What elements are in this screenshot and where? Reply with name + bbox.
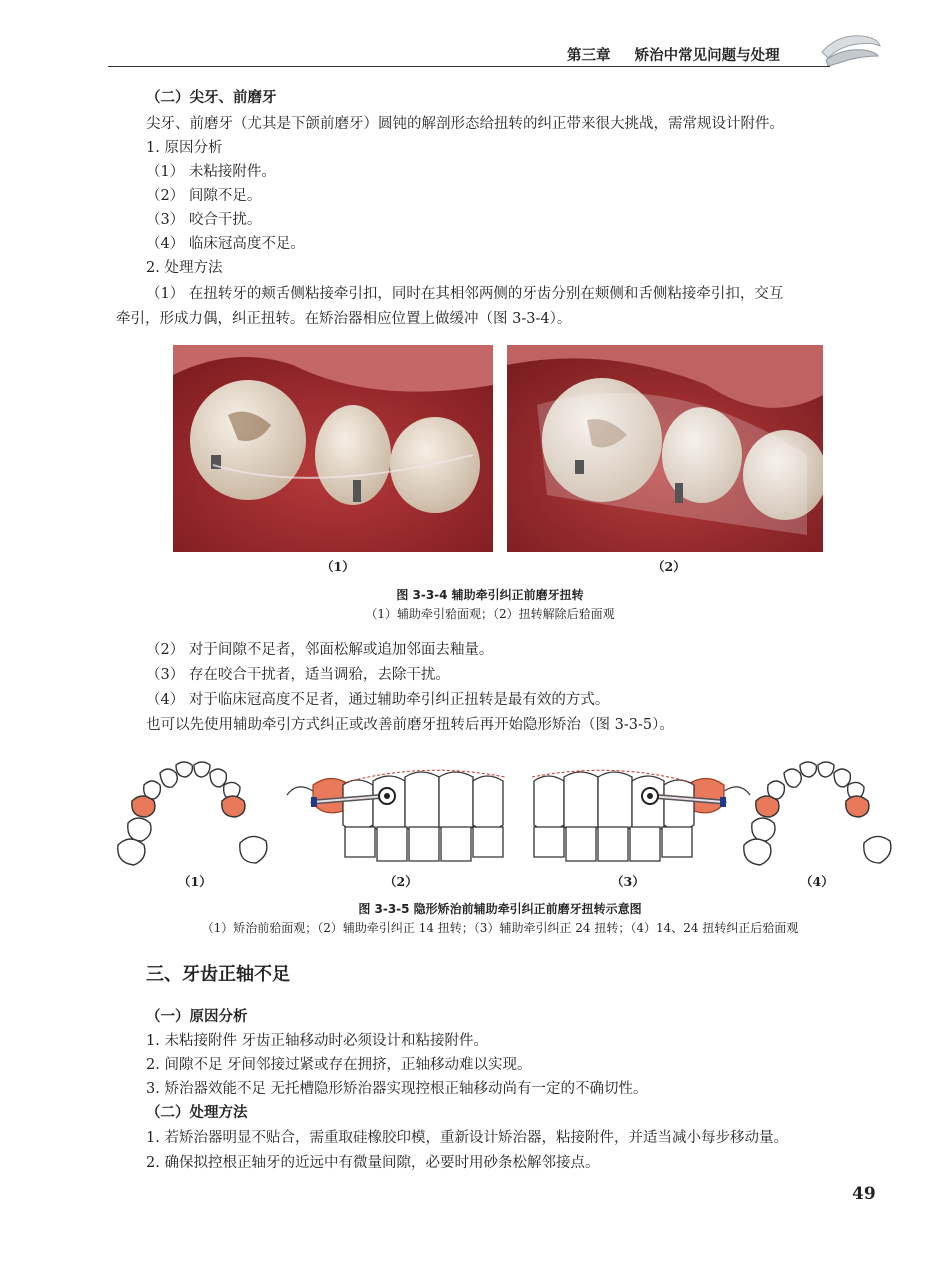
closing-paragraph: 也可以先使用辅助牵引方式纠正或改善前磨牙扭转后再开始隐形矫治（图 3-3-5）。 <box>146 717 674 733</box>
figure-caption-title: 图 3-3-4 辅助牵引纠正前磨牙扭转 <box>396 588 584 602</box>
method-title: 2. 处理方法 <box>146 260 223 276</box>
figure-label: （2） <box>384 874 418 889</box>
clinical-photo-2 <box>507 345 823 552</box>
figure-caption-subtitle: （1）辅助牵引𬌗面观；（2）扭转解除后𬌗面观 <box>365 607 615 621</box>
cause-title: 1. 原因分析 <box>146 140 223 156</box>
intro-paragraph: 尖牙、前磨牙（尤其是下颌前磨牙）圆钝的解剖形态给扭转的纠正带来很大挑战，需常规设计附件。 <box>146 116 784 132</box>
running-header <box>567 44 780 65</box>
chapter-label: 第三章 <box>567 48 611 64</box>
method-paragraph-line2: 牵引，形成力偶，纠正扭转。在矫治器相应位置上做缓冲（图 3-3-4）。 <box>116 311 572 327</box>
traction-diagram-24 <box>520 765 755 865</box>
method-item: （4） 对于临床冠高度不足者，通过辅助牵引纠正扭转是最有效的方式。 <box>146 692 610 708</box>
cause-item: （4） 临床冠高度不足。 <box>146 236 305 252</box>
figure-caption-title: 图 3-3-5 隐形矫治前辅助牵引纠正前磨牙扭转示意图 <box>358 902 642 916</box>
aligner-logo-icon <box>818 30 884 70</box>
figure-label: （1） <box>178 874 212 889</box>
figure-label: （3） <box>611 874 645 889</box>
subsection-heading: （一）原因分析 <box>146 1009 248 1025</box>
cause-item: 2. 间隙不足 牙间邻接过紧或存在拥挤，正轴移动难以实现。 <box>146 1057 532 1073</box>
cause-item: （3） 咬合干扰。 <box>146 212 262 228</box>
cause-item: （1） 未粘接附件。 <box>146 164 276 180</box>
method-paragraph-line1: （1） 在扭转牙的颊舌侧粘接牵引扣，同时在其相邻两侧的牙齿分别在颊侧和舌侧粘接牵引扣，交互 <box>146 286 784 302</box>
method-item: （3） 存在咬合干扰者，适当调𬌗，去除干扰。 <box>146 667 450 683</box>
method-item: （2） 对于间隙不足者，邻面松解或追加邻面去釉量。 <box>146 642 494 658</box>
traction-diagram-14 <box>283 765 518 865</box>
occlusal-diagram-before <box>110 755 270 867</box>
figure-label: （4） <box>800 874 834 889</box>
page-number: 49 <box>852 1184 876 1204</box>
figure-label: （1） <box>321 559 355 574</box>
cause-item: 3. 矫治器效能不足 无托槽隐形矫治器实现控根正轴移动尚有一定的不确切性。 <box>146 1081 648 1097</box>
clinical-photo-1 <box>173 345 493 552</box>
method-item: 2. 确保拟控根正轴牙的近远中有微量间隙，必要时用砂条松解邻接点。 <box>146 1155 600 1171</box>
header-rule <box>108 66 830 67</box>
figure-caption-subtitle: （1）矫治前𬌗面观；（2）辅助牵引纠正 14 扭转；（3）辅助牵引纠正 24 扭转；（4）14、24 扭转纠正后𬌗面观 <box>201 921 799 935</box>
method-item: 1. 若矫治器明显不贴合，需重取硅橡胶印模，重新设计矫治器，粘接附件，并适当减小每步移动量。 <box>146 1130 788 1146</box>
section-title: 三、牙齿正轴不足 <box>146 964 290 985</box>
chapter-title: 矫治中常见问题与处理 <box>634 48 780 64</box>
cause-item: （2） 间隙不足。 <box>146 188 262 204</box>
section-heading: （二）尖牙、前磨牙 <box>146 90 277 106</box>
cause-item: 1. 未粘接附件 牙齿正轴移动时必须设计和粘接附件。 <box>146 1033 489 1049</box>
subsection-heading: （二）处理方法 <box>146 1105 248 1121</box>
occlusal-diagram-after <box>738 755 898 867</box>
figure-label: （2） <box>652 559 686 574</box>
